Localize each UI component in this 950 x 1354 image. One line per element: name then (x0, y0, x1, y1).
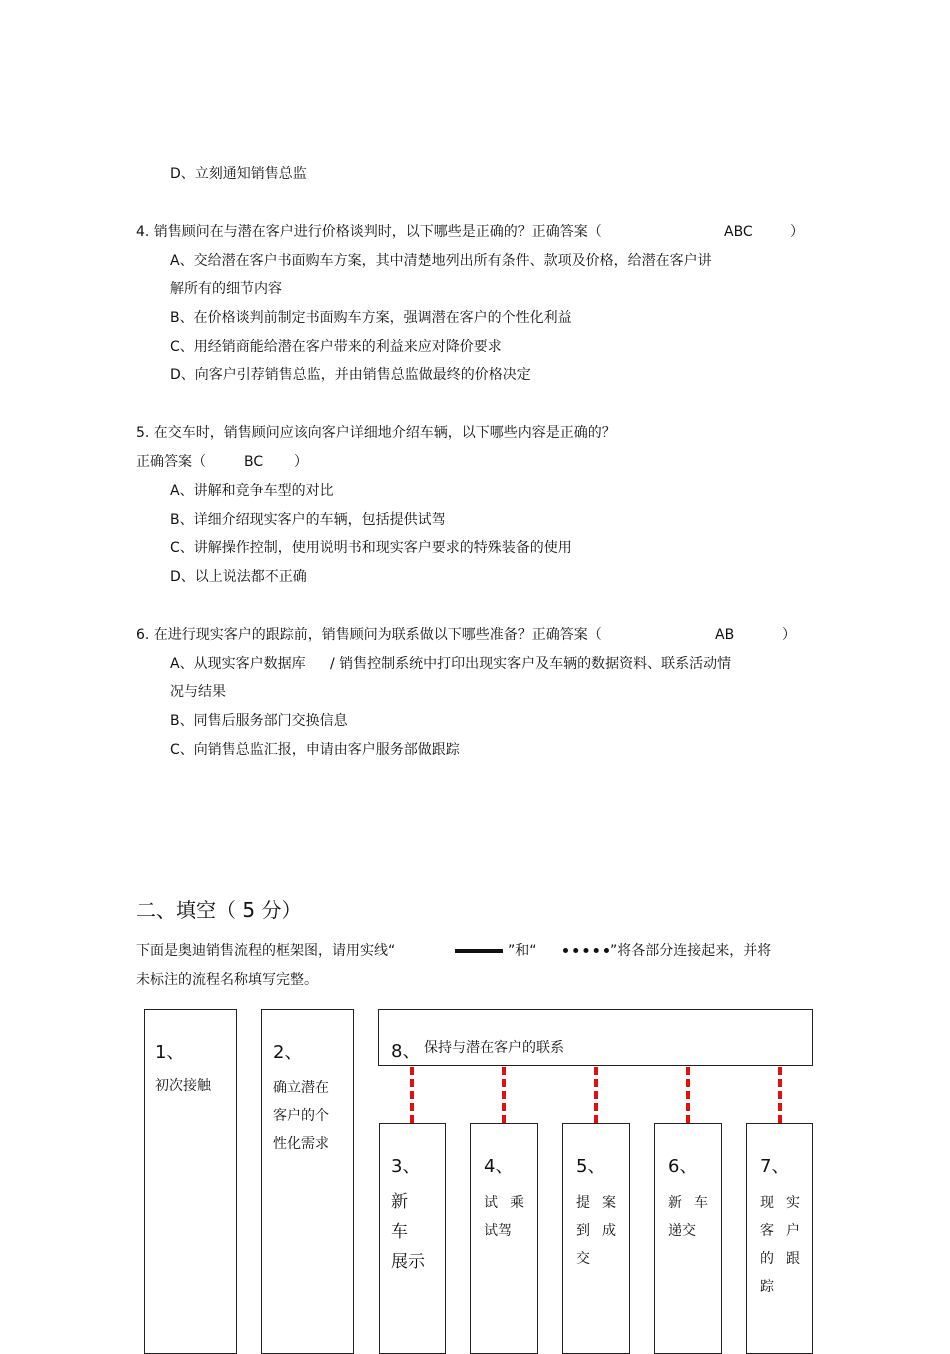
step-label: 新车 展示 (391, 1192, 425, 1272)
step-number: 6、 (668, 1156, 698, 1177)
q5-option-b: B、详细介绍现实客户的车辆，包括提供试驾 (170, 512, 446, 528)
step-box-6 (654, 1123, 722, 1354)
dashed-line-sample (563, 948, 609, 953)
q5-answer-label: 正确答案（ (136, 454, 206, 470)
q4-option-a: A、交给潜在客户书面购车方案，其中清楚地列出所有条件、款项及价格，给潜在客户讲 (170, 253, 712, 269)
step-number: 5、 (576, 1156, 606, 1177)
step-box-7 (746, 1123, 813, 1354)
step-label: 试乘 试驾 (484, 1195, 536, 1239)
step-box-1 (144, 1009, 237, 1354)
q5-close: ） (294, 454, 308, 470)
step-box-2 (261, 1009, 354, 1354)
instruction-line2: 未标注的流程名称填写完整。 (136, 972, 318, 988)
step-label: 初次接触 (155, 1078, 211, 1094)
q6-question: 6. 在进行现实客户的跟踪前，销售顾问为联系做以下哪些准备？正确答案（ (136, 627, 602, 643)
step-box-5 (562, 1123, 630, 1354)
connector-dashed-6 (686, 1067, 690, 1123)
step-label: 保持与潜在客户的联系 (424, 1040, 564, 1056)
step-box-8 (378, 1009, 813, 1066)
q4-question: 4. 销售顾问在与潜在客户进行价格谈判时，以下哪些是正确的？正确答案（ (136, 224, 602, 240)
q5-option-c: C、讲解操作控制，使用说明书和现实客户要求的特殊装备的使用 (170, 540, 572, 556)
step-number: 3、 (391, 1156, 421, 1177)
q4-answer: ABC (724, 224, 753, 240)
q5-option-d: D、以上说法都不正确 (170, 569, 307, 585)
q4-close: ） (790, 224, 804, 240)
instruction-part3: ”将各部分连接起来，并将 (610, 943, 772, 959)
step-number: 1、 (155, 1042, 185, 1063)
instruction-part2: ”和“ (508, 943, 537, 959)
q5-question: 5. 在交车时，销售顾问应该向客户详细地介绍车辆，以下哪些内容是正确的？ (136, 425, 616, 441)
q6-answer: AB (715, 627, 735, 643)
step-number: 7、 (760, 1156, 790, 1177)
step-number: 8、 (391, 1041, 421, 1062)
step-label: 提案 到成 交 (576, 1195, 628, 1267)
q3-option-d: D、立刻通知销售总监 (170, 166, 307, 182)
step-label: 现实 客户 的跟 踪 (760, 1195, 812, 1295)
q6-option-a-rest: / 销售控制系统中打印出现实客户及车辆的数据资料、联系活动情 (330, 656, 732, 672)
q4-option-c: C、用经销商能给潜在客户带来的利益来应对降价要求 (170, 339, 502, 355)
q6-option-c: C、向销售总监汇报，申请由客户服务部做跟踪 (170, 742, 460, 758)
q6-option-a-cont: 况与结果 (170, 684, 226, 700)
connector-dashed-3 (410, 1067, 414, 1123)
section-heading: 二、填空（ 5 分） (136, 898, 302, 922)
q4-option-d: D、向客户引荐销售总监，并由销售总监做最终的价格决定 (170, 367, 531, 383)
step-box-4 (470, 1123, 538, 1354)
step-label: 确立潜在 客户的个 性化需求 (273, 1080, 329, 1152)
q5-option-a: A、讲解和竞争车型的对比 (170, 483, 334, 499)
q6-option-b: B、同售后服务部门交换信息 (170, 713, 348, 729)
step-number: 2、 (273, 1042, 303, 1063)
step-box-3 (379, 1123, 446, 1354)
q4-option-a-cont: 解所有的细节内容 (170, 281, 282, 297)
q6-option-a: A、从现实客户数据库 (170, 656, 306, 672)
q6-close: ） (782, 627, 796, 643)
instruction-part1: 下面是奥迪销售流程的框架图，请用实线“ (136, 943, 396, 959)
step-label: 新车 递交 (668, 1195, 720, 1239)
q5-answer: BC (244, 454, 264, 470)
solid-line-sample (455, 949, 503, 953)
q4-option-b: B、在价格谈判前制定书面购车方案，强调潜在客户的个性化利益 (170, 310, 572, 326)
connector-dashed-7 (778, 1067, 782, 1123)
step-number: 4、 (484, 1156, 514, 1177)
connector-dashed-5 (594, 1067, 598, 1123)
connector-dashed-4 (502, 1067, 506, 1123)
